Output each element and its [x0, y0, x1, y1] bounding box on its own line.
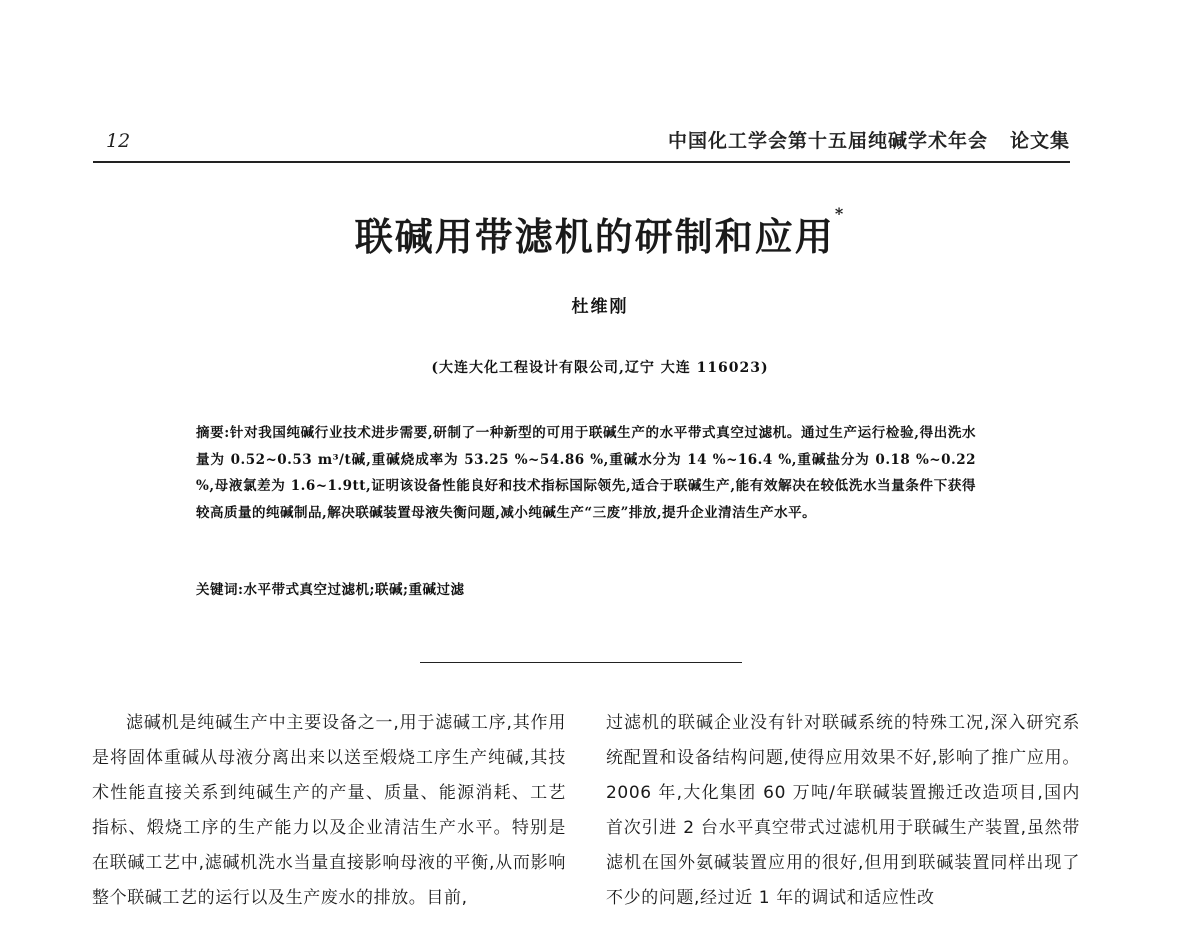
keywords	[196, 578, 976, 598]
body-left-column: 滤碱机是纯碱生产中主要设备之一,用于滤碱工序,其作用是将固体重碱从母液分离出来以送至煅烧工序生产纯碱,其技术性能直接关系到纯碱生产的产量、质量、能源消耗、工艺指标、煅烧工序的生产能力以及企业清洁生产水平。特别是在联碱工艺中,滤碱机洗水当量直接影响母液的平衡,从而影响整个联碱工艺的运行以及生产废水的排放。目前,	[92, 713, 566, 908]
section-divider	[420, 662, 742, 663]
section-name: 论文集	[1009, 130, 1070, 152]
article-title	[0, 206, 1200, 261]
keywords-text: 水平带式真空过滤机;联碱;重碱过滤	[243, 582, 465, 598]
body-right-column: 过滤机的联碱企业没有针对联碱系统的特殊工况,深入研究系统配置和设备结构问题,使得应用效果不好,影响了推广应用。2006 年,大化集团 60 万吨/年联碱装置搬迁改造项目,国内首次引进 2 台水平真空带式过滤机用于联碱生产装置,虽然带滤机在国外氨碱装置应用的很好,但用到联碱装置同样出现了不少的问题,经过近 1 年的调试和适应性改	[606, 713, 1080, 908]
keywords-label: 关键词:	[196, 582, 244, 598]
header-rule	[93, 161, 1070, 163]
affiliation: (大连大化工程设计有限公司,辽宁 大连 116023)	[431, 360, 769, 376]
page-number: 12	[106, 130, 131, 152]
running-header	[668, 126, 1070, 153]
abstract-label: 摘要:	[196, 425, 230, 441]
title-footnote-mark: *	[834, 204, 846, 223]
abstract	[196, 420, 976, 526]
author: 杜维刚	[571, 297, 629, 317]
abstract-text: 针对我国纯碱行业技术进步需要,研制了一种新型的可用于联碱生产的水平带式真空过滤机。通过生产运行检验,得出洗水量为 0.52~0.53 m³/t碱,重碱烧成率为 53.25 %~54.86 %,重碱水分为 14 %~16.4 %,重碱盐分为 0.18 %~0.22 %,母液氯差为 1.6~1.9tt,证明该设备性能良好和技术指标国际领先,适合于联碱生产,能有效解决在较低洗水当量条件下获得较高质量的纯碱制品,解决联碱装置母液失衡问题,减小纯碱生产“三废”排放,提升企业清洁生产水平。	[196, 425, 976, 521]
title-text: 联碱用带滤机的研制和应用	[354, 214, 835, 259]
journal-name: 中国化工学会第十五届纯碱学术年会	[667, 130, 988, 152]
